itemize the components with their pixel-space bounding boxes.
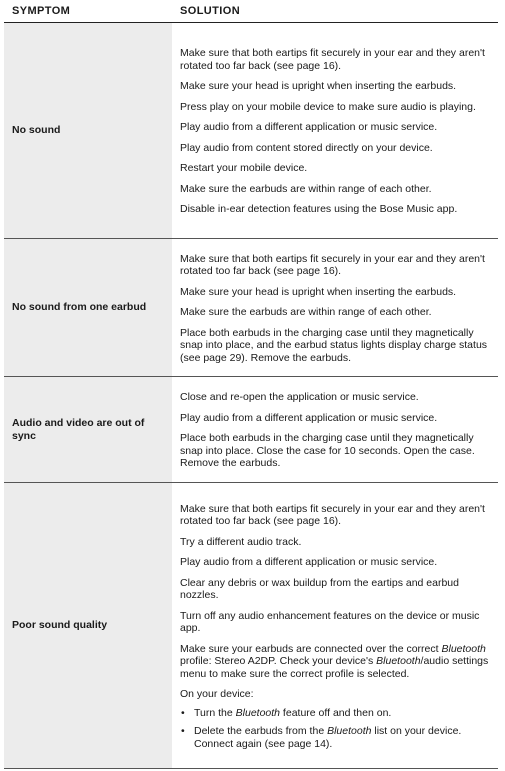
solution-cell bbox=[172, 377, 498, 483]
table-row bbox=[4, 239, 498, 377]
solution-item: Make sure the earbuds are within range of each other. bbox=[180, 306, 432, 319]
solution-item: Press play on your mobile device to make sure audio is playing. bbox=[180, 100, 476, 113]
solution-item: Clear any debris or wax buildup from the eartips and earbud nozzles. bbox=[180, 576, 459, 602]
bullet-item bbox=[180, 725, 490, 750]
text-run: Make sure your earbuds are connected over the correct bbox=[180, 642, 442, 655]
header-symptom: SYMPTOM bbox=[4, 0, 172, 23]
solution-cell bbox=[172, 23, 498, 239]
symptom-cell bbox=[4, 483, 172, 769]
solution-item: Play audio from a different application or music service. bbox=[180, 556, 438, 569]
solution-item: Turn off any audio enhancement features on the device or music app. bbox=[180, 609, 480, 635]
symptom-label: No sound from one earbud bbox=[12, 301, 147, 313]
solution-item: Make sure that both eartips fit securely in your ear and they aren't rotated too far back (see page 16). bbox=[180, 252, 485, 278]
bluetooth-term: Bluetooth bbox=[441, 642, 486, 655]
bullet-item bbox=[180, 707, 490, 720]
symptom-label: Audio and video are out of sync bbox=[12, 416, 145, 442]
solution-item: Make sure the earbuds are within range of each other. bbox=[180, 182, 432, 195]
text-run: /audio settings menu to make sure the correct profile is selected. bbox=[180, 655, 489, 680]
table-header-row bbox=[4, 0, 498, 23]
table-row bbox=[4, 483, 498, 769]
text-run: feature off and then on. bbox=[280, 706, 392, 719]
bluetooth-term: Bluetooth bbox=[235, 706, 281, 719]
solution-item: Restart your mobile device. bbox=[180, 162, 308, 175]
solution-item: Make sure your head is upright when inserting the earbuds. bbox=[180, 285, 457, 298]
symptom-label: No sound bbox=[12, 124, 61, 136]
troubleshooting-table bbox=[4, 0, 498, 769]
bluetooth-term: Bluetooth bbox=[376, 655, 421, 668]
text-run: list on your device. Connect again (see page 14). bbox=[194, 725, 462, 750]
solution-item: Play audio from content stored directly on your device. bbox=[180, 141, 433, 154]
bluetooth-term: Bluetooth bbox=[327, 725, 372, 738]
text-run: profile: Stereo A2DP. Check your device's bbox=[180, 655, 377, 668]
header-solution: SOLUTION bbox=[172, 0, 498, 23]
solution-item: Disable in-ear detection features using the Bose Music app. bbox=[180, 203, 458, 216]
solution-cell bbox=[172, 239, 498, 377]
symptom-label: Poor sound quality bbox=[12, 619, 108, 631]
solution-item: Try a different audio track. bbox=[180, 535, 302, 548]
symptom-cell bbox=[4, 23, 172, 239]
text-run: Delete the earbuds from the bbox=[194, 725, 328, 738]
symptom-cell bbox=[4, 377, 172, 483]
text-run: Turn the bbox=[194, 706, 236, 719]
solution-item: Play audio from a different application or music service. bbox=[180, 411, 438, 424]
solution-item: Close and re-open the application or music service. bbox=[180, 391, 419, 404]
solution-item: Make sure that both eartips fit securely in your ear and they aren't rotated too far back (see page 16). bbox=[180, 502, 485, 528]
table-row bbox=[4, 377, 498, 483]
on-device-label: On your device: bbox=[180, 688, 254, 701]
symptom-cell bbox=[4, 239, 172, 377]
solution-item: Make sure your head is upright when inserting the earbuds. bbox=[180, 80, 457, 93]
solution-item: Make sure that both eartips fit securely in your ear and they aren't rotated too far back (see page 16). bbox=[180, 47, 485, 72]
table-row bbox=[4, 23, 498, 239]
solution-item: Place both earbuds in the charging case until they magnetically snap into place. Close the case for 10 seconds. Open the case. Remove the earbuds. bbox=[180, 432, 475, 470]
solution-cell bbox=[172, 483, 498, 769]
solution-item: Place both earbuds in the charging case until they magnetically snap into place, and the earbud status lights display charge status (see page 29). Remove the earbuds. bbox=[180, 326, 488, 364]
solution-item: Play audio from a different application or music service. bbox=[180, 121, 438, 134]
solution-item-profile bbox=[180, 643, 490, 681]
